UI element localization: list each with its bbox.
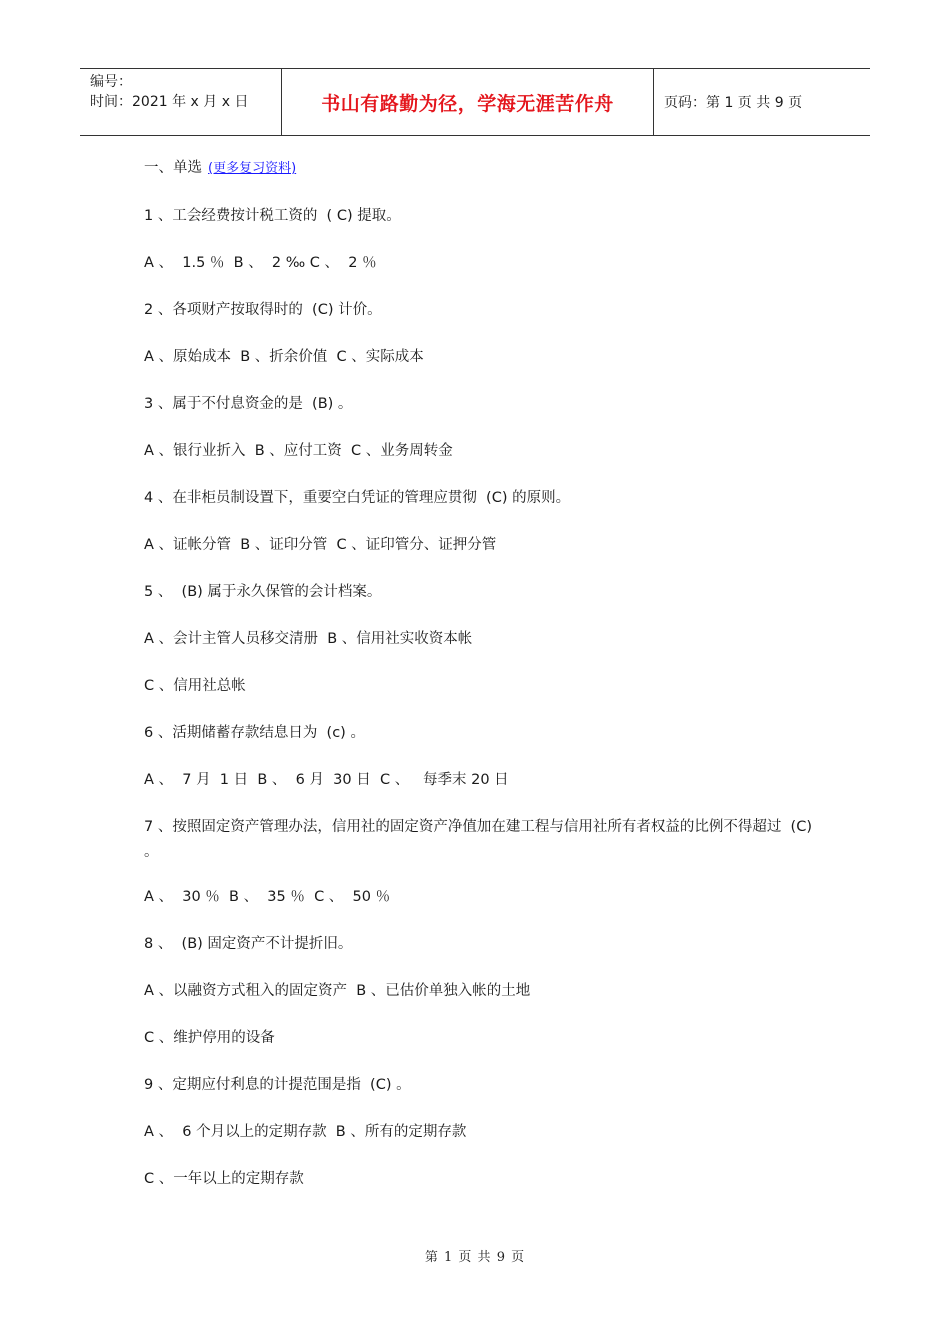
question-line: 2 、各项财产按取得时的 (C) 计价。 xyxy=(144,302,382,318)
document-time-label: 时间：2021 年 x 月 x 日 xyxy=(90,94,249,110)
question-line: 8 、 (B) 固定资产不计提折旧。 xyxy=(144,936,353,952)
option-line: C 、一年以上的定期存款 xyxy=(144,1171,304,1187)
question-line: 6 、活期储蓄存款结息日为 (c) 。 xyxy=(144,725,365,741)
question-line: 3 、属于不付息资金的是 (B) 。 xyxy=(144,396,353,412)
option-line: C 、信用社总帐 xyxy=(144,678,246,694)
page-footer: 第 1 页 共 9 页 xyxy=(424,1250,526,1265)
section-title xyxy=(144,158,824,179)
header-meta xyxy=(80,69,282,135)
question-line: 7 、按照固定资产管理办法，信用社的固定资产净值加在建工程与信用社所有者权益的比例不得超过 (C) 。 xyxy=(144,819,817,860)
header-page-info: 页码：第 1 页 共 9 页 xyxy=(664,95,803,111)
question-line: 9 、定期应付利息的计提范围是指 (C) 。 xyxy=(144,1077,411,1093)
page-header xyxy=(80,68,870,136)
option-line: A 、原始成本 B 、折余价值 C 、实际成本 xyxy=(144,349,424,365)
document-body xyxy=(144,158,824,1216)
question-line: 1 、工会经费按计税工资的 ( C) 提取。 xyxy=(144,208,401,224)
option-line: A 、会计主管人员移交清册 B 、信用社实收资本帐 xyxy=(144,631,473,647)
more-materials-link[interactable]: (更多复习资料) xyxy=(208,161,297,176)
option-line: A 、证帐分管 B 、证印分管 C 、证印管分、证押分管 xyxy=(144,537,497,553)
option-line: A 、 30 ％ B 、 35 ％ C 、 50 ％ xyxy=(144,889,391,905)
option-line: A 、 6 个月以上的定期存款 B 、所有的定期存款 xyxy=(144,1124,467,1140)
option-line: A 、 1.5 ％ B 、 2 ‰ C 、 2 ％ xyxy=(144,255,377,271)
option-line: A 、以融资方式租入的固定资产 B 、已估价单独入帐的土地 xyxy=(144,983,531,999)
question-line: 5 、 (B) 属于永久保管的会计档案。 xyxy=(144,584,382,600)
option-line: A 、 7 月 1 日 B 、 6 月 30 日 C 、 每季末 20 日 xyxy=(144,772,509,788)
option-line: C 、维护停用的设备 xyxy=(144,1030,275,1046)
question-line: 4 、在非柜员制设置下，重要空白凭证的管理应贯彻 (C) 的原则。 xyxy=(144,490,571,506)
option-line: A 、银行业折入 B 、应付工资 C 、业务周转金 xyxy=(144,443,453,459)
header-motto: 书山有路勤为径，学海无涯苦作舟 xyxy=(282,69,654,135)
document-number-label: 编号： xyxy=(90,74,132,90)
section-title-text: 一、单选 xyxy=(144,160,202,176)
